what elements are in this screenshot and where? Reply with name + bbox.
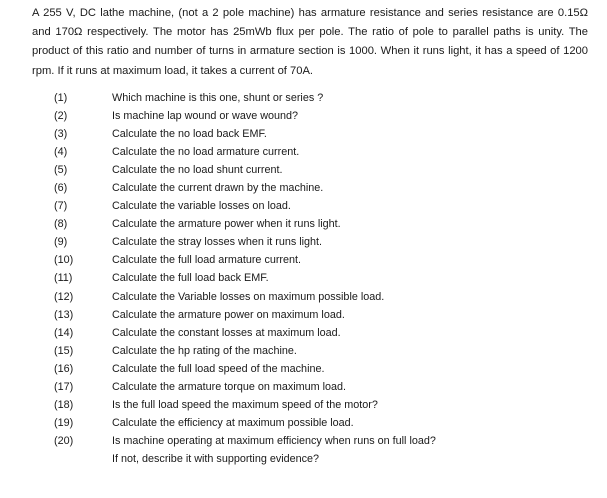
question-number: (13) — [54, 308, 74, 321]
question-item — [54, 396, 594, 414]
question-text: Is the full load speed the maximum speed of the motor? — [112, 398, 378, 411]
question-text: Calculate the armature torque on maximum load. — [112, 380, 347, 393]
question-item — [54, 179, 594, 197]
question-text: Is machine lap wound or wave wound? — [112, 110, 299, 123]
question-text: Calculate the efficiency at maximum possible load. — [112, 416, 354, 429]
question-item — [54, 288, 594, 306]
question-number: (5) — [54, 164, 68, 177]
question-item — [54, 125, 594, 143]
question-text: Calculate the current drawn by the machine. — [112, 182, 324, 195]
question-item — [54, 89, 594, 107]
question-text: Calculate the hp rating of the machine. — [112, 344, 297, 357]
question-text: Calculate the armature power when it runs light. — [112, 218, 341, 231]
question-text: Calculate the variable losses on load. — [112, 200, 291, 213]
question-continuation: If not, describe it with supporting evidence? — [112, 452, 320, 465]
question-number: (14) — [54, 326, 74, 339]
question-text: Calculate the stray losses when it runs light. — [112, 236, 323, 249]
question-number: (11) — [54, 272, 73, 285]
question-item — [54, 342, 594, 360]
question-item — [54, 432, 594, 450]
question-number: (1) — [54, 92, 68, 105]
question-item — [54, 306, 594, 324]
question-text: Calculate the full load armature current. — [112, 254, 302, 267]
question-text: Calculate the no load shunt current. — [112, 164, 283, 177]
question-text: Is machine operating at maximum efficiency when runs on full load? — [112, 434, 436, 447]
question-number: (8) — [54, 218, 68, 231]
question-number: (6) — [54, 182, 68, 195]
question-number: (15) — [54, 344, 74, 357]
question-item — [54, 161, 594, 179]
question-text: Calculate the armature power on maximum load. — [112, 308, 345, 321]
question-item — [54, 360, 594, 378]
question-number: (2) — [54, 110, 68, 123]
question-text: Calculate the no load armature current. — [112, 146, 300, 159]
question-number: (18) — [54, 398, 74, 411]
question-text: Calculate the no load back EMF. — [112, 128, 267, 141]
question-item — [54, 324, 594, 342]
question-text: Which machine is this one, shunt or series ? — [112, 92, 324, 105]
question-text: Calculate the constant losses at maximum load. — [112, 326, 341, 339]
question-number: (20) — [54, 434, 74, 447]
question-text: Calculate the full load back EMF. — [112, 272, 269, 285]
question-number: (10) — [54, 254, 74, 267]
question-text: Calculate the Variable losses on maximum possible load. — [112, 290, 385, 303]
question-item — [54, 233, 594, 251]
question-number: (3) — [54, 128, 68, 141]
question-item — [54, 414, 594, 432]
question-item — [54, 107, 594, 125]
question-item — [54, 197, 594, 215]
question-text: Calculate the full load speed of the machine. — [112, 362, 325, 375]
question-item — [54, 215, 594, 233]
question-number: (9) — [54, 236, 68, 249]
question-number: (19) — [54, 416, 74, 429]
question-item — [54, 251, 594, 269]
problem-statement: A 255 V, DC lathe machine, (not a 2 pole machine) has armature resistance and series resistance are 0.15Ω and 170Ω respectively. The motor has 25mWb flux per pole. The ratio of pole to parallel paths is unity. The product of this ratio and number of turns in armature section is 1000. When it runs light, it has a speed of 1200 rpm. If it runs at maximum load, it takes a current of 70A. — [32, 7, 588, 77]
question-number: (4) — [54, 146, 68, 159]
question-item — [54, 143, 594, 161]
question-number: (7) — [54, 200, 68, 213]
question-item — [54, 378, 594, 396]
question-number: (16) — [54, 362, 74, 375]
question-number: (17) — [54, 380, 74, 393]
question-item — [54, 269, 594, 287]
question-number: (12) — [54, 290, 74, 303]
question-list — [54, 89, 594, 468]
